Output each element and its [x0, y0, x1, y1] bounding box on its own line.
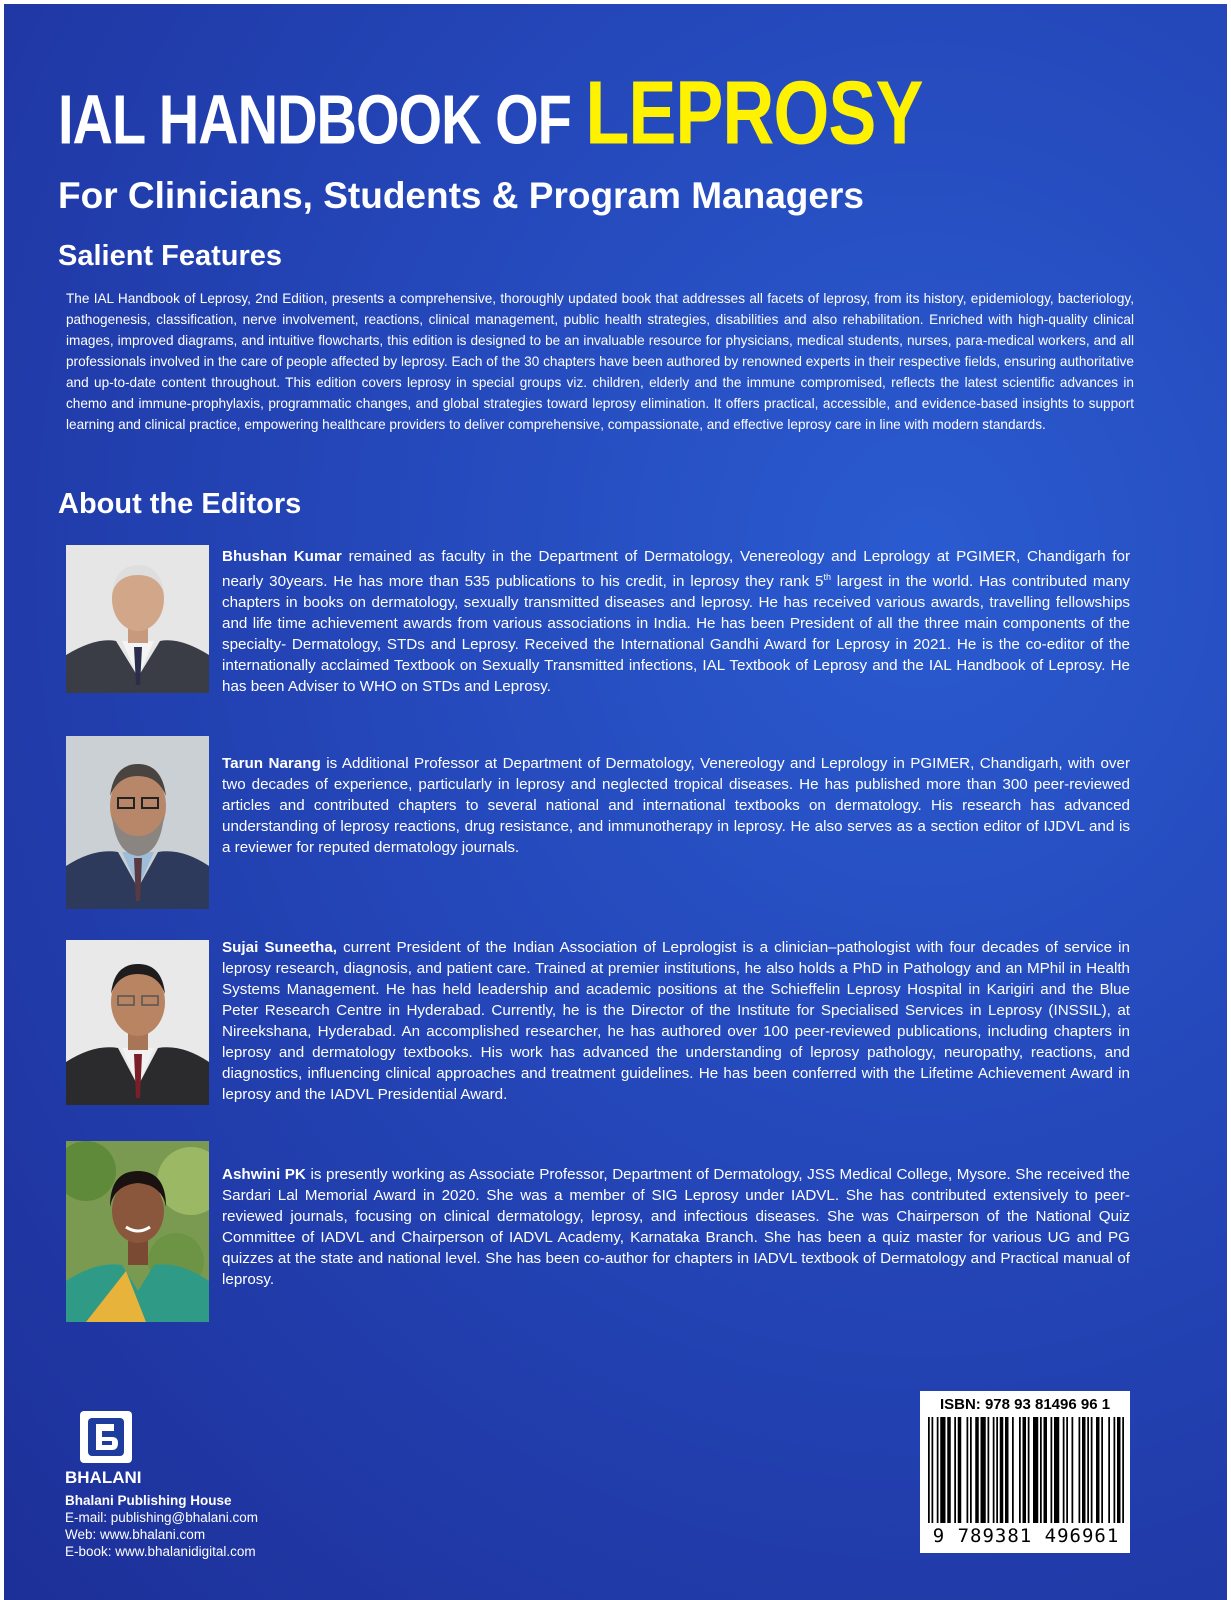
bhalani-logo-icon: [80, 1411, 132, 1463]
editor-name: Tarun Narang: [222, 755, 321, 772]
barcode-bar: [1122, 1417, 1124, 1523]
editor-name: Sujai Suneetha,: [222, 939, 337, 956]
book-subtitle: For Clinicians, Students & Program Managers: [58, 175, 864, 216]
salient-features-text: The IAL Handbook of Leprosy, 2nd Edition, presents a comprehensive, thoroughly updated book that addresses all facets of leprosy, from its history, epidemiology, bacteriology, pathogenesis, classification, nerve involvement, reactions, clinical management, public health strategies, disabilities and also rehabilitation. Enriched with high-quality clinical images, improved diagrams, and intuitive flowcharts, this edition is designed to be an invaluable resource for physicians, medical students, nurses, para-medical workers, and all professionals involved in the care of people affected by leprosy. Each of the 30 chapters have been authored by renowned experts in their respective fields, ensuring authoritative and up-to-date content throughout. This edition covers leprosy in special groups viz. children, elderly and the immune compromised, reflects the latest scientific advances in chemo and immune-prophylaxis, programmatic changes, and global strategies toward leprosy elimination. It offers practical, accessible, and evidence-based insights to support learning and clinical practice, empowering healthcare providers to deliver comprehensive, compassionate, and effective leprosy care in line with modern standards.: [66, 291, 1134, 432]
barcode-bar: [1023, 1417, 1027, 1523]
book-title: [58, 62, 922, 165]
editor-bio-tarun-narang: Tarun Narang is Additional Professor at Department of Dermatology, Venereology and Leprology in PGIMER, Chandigarh, with over two decades of experience, particularly in leprosy and neglected tropical diseases. He has published more than 300 peer-reviewed articles and contributed chapters to several national and international textbooks on dermatology. His research has advanced understanding of leprosy reactions, drug resistance, and immunotherapy in leprosy. He also serves as a section editor of IJDVL and is a reviewer for reputed dermatology journals.: [222, 755, 1130, 856]
salient-features-heading: Salient Features: [58, 240, 283, 272]
barcode-bar: [932, 1417, 934, 1523]
editor-photo-bhushan-kumar: [66, 545, 209, 693]
publisher-info: [65, 1492, 258, 1560]
barcode-bar: [1117, 1417, 1121, 1523]
barcode-bar: [1066, 1417, 1068, 1523]
barcode-bar: [970, 1417, 972, 1523]
barcode-bar: [1019, 1417, 1021, 1523]
barcode-bar: [958, 1417, 962, 1523]
barcode-bar: [940, 1417, 945, 1523]
barcode-bar: [996, 1417, 998, 1523]
barcode-bar: [967, 1417, 969, 1523]
editor-photo-ashwini-pk: [66, 1141, 209, 1322]
barcode-bar: [1012, 1417, 1014, 1523]
barcode-bar: [1051, 1417, 1053, 1523]
barcode-bar: [1087, 1417, 1089, 1523]
barcode-bar: [993, 1417, 995, 1523]
barcode-bar: [1096, 1417, 1100, 1523]
isbn-label: ISBN: 978 93 81496 96 1: [939, 1396, 1111, 1413]
publisher-web: Web: www.bhalani.com: [65, 1527, 206, 1542]
barcode-bar: [1005, 1417, 1009, 1523]
barcode-bar: [1033, 1417, 1038, 1523]
editor-name: Bhushan Kumar: [222, 548, 342, 565]
barcode-bar: [1054, 1417, 1059, 1523]
barcode-bar: [981, 1417, 986, 1523]
barcode-bars: [928, 1417, 1124, 1523]
editor-name: Ashwini PK: [222, 1166, 306, 1183]
publisher-ebook: E-book: www.bhalanidigital.com: [65, 1544, 256, 1559]
barcode-bar: [975, 1417, 979, 1523]
publisher-name: Bhalani Publishing House: [65, 1493, 232, 1508]
barcode-bar: [1044, 1417, 1048, 1523]
barcode-bar: [954, 1417, 956, 1523]
barcode-bar: [1063, 1417, 1065, 1523]
barcode-bar: [1114, 1417, 1116, 1523]
editor-photo-tarun-narang: [66, 736, 209, 909]
barcode-bar: [928, 1417, 930, 1523]
isbn-barcode: [920, 1391, 1130, 1553]
title-leprosy: LEPROSY: [585, 63, 923, 164]
publisher-logo-word: BHALANI: [65, 1468, 142, 1487]
barcode-bar: [947, 1417, 951, 1523]
barcode-bar: [1072, 1417, 1074, 1523]
editor-bio-bhushan-kumar: Bhushan Kumar remained as faculty in the Department of Dermatology, Venereology and Leprology at PGIMER, Chandigarh for nearly 30years. He has more than 535 publications to his credit, in leprosy they rank 5th largest in the world. Has contributed many chapters in books on dermatology, sexually transmitted diseases and leprosy. He has received various awards, travelling fellowships and life time achievement awards from various associations in India. He has been President of all the three main components of the specialty- Dermatology, STDs and Leprosy. Received the International Gandhi Award for Leprosy in 2021. He is the co-editor of the internationally acclaimed Textbook on Sexually Transmitted infections, IAL Textbook of Leprosy and the IAL Handbook of Leprosy. He has been Adviser to WHO on STDs and Leprosy.: [222, 548, 1131, 696]
barcode-bar: [1108, 1417, 1110, 1523]
barcode-bar: [1040, 1417, 1042, 1523]
barcode-bar: [1091, 1417, 1093, 1523]
barcode-bar: [988, 1417, 990, 1523]
about-editors-heading: About the Editors: [58, 488, 302, 520]
barcode-bar: [937, 1417, 939, 1523]
barcode-bar: [1079, 1417, 1081, 1523]
editor-bio-ashwini-pk: Ashwini PK is presently working as Associate Professor, Department of Dermatology, JSS Medical College, Mysore. She received the Sardari Lal Memorial Award in 2020. She was a member of SIG Leprosy under IADVL. She has contributed extensively to peer-reviewed journals, focusing on clinical dermatology, leprosy, and infectious diseases. She was Chairperson of the National Quiz Committee of IADVL and Chairperson of IADVL Academy, Karnataka Branch. She has been a quiz master for various UG and PG quizzes at the state and national level. She has been co-author for chapters in IADVL textbook of Dermatology and Practical manual of leprosy.: [222, 1166, 1130, 1288]
editor-bio-sujai-suneetha: Sujai Suneetha, current President of the Indian Association of Leprologist is a clinician–pathologist with four decades of service in leprosy research, diagnosis, and patient care. Trained at premier institutions, he also holds a PhD in Pathology and an MPhil in Health Systems Management. He has held leadership and academic positions at the Schieffelin Leprosy Hospital in Karigiri and the Blue Peter Research Centre in Hyderabad. Currently, he is the Director of the Institute for Specialised Services in Leprosy (INSSIL), at Nireekshana, Hyderabad. An accomplished researcher, he has authored over 100 peer-reviewed publications, including chapters in leprosy and dermatology textbooks. His work has advanced the understanding of leprosy pathology, neuropathy, reactions, and diagnostics, influencing clinical approaches and treatment guidelines. He has been conferred with the Lifetime Achievement Award in leprosy and the IADVL Presidential Award.: [222, 939, 1130, 1103]
title-handbook: IAL HANDBOOK OF: [58, 79, 586, 159]
barcode-digits: 9 789381 496961: [932, 1525, 1120, 1547]
publisher-email: E-mail: publishing@bhalani.com: [65, 1510, 259, 1525]
barcode-bar: [1082, 1417, 1086, 1523]
editor-photo-sujai-suneetha: [66, 940, 209, 1105]
barcode-bar: [1000, 1417, 1004, 1523]
barcode-bar: [1028, 1417, 1030, 1523]
barcode-bar: [1101, 1417, 1103, 1523]
